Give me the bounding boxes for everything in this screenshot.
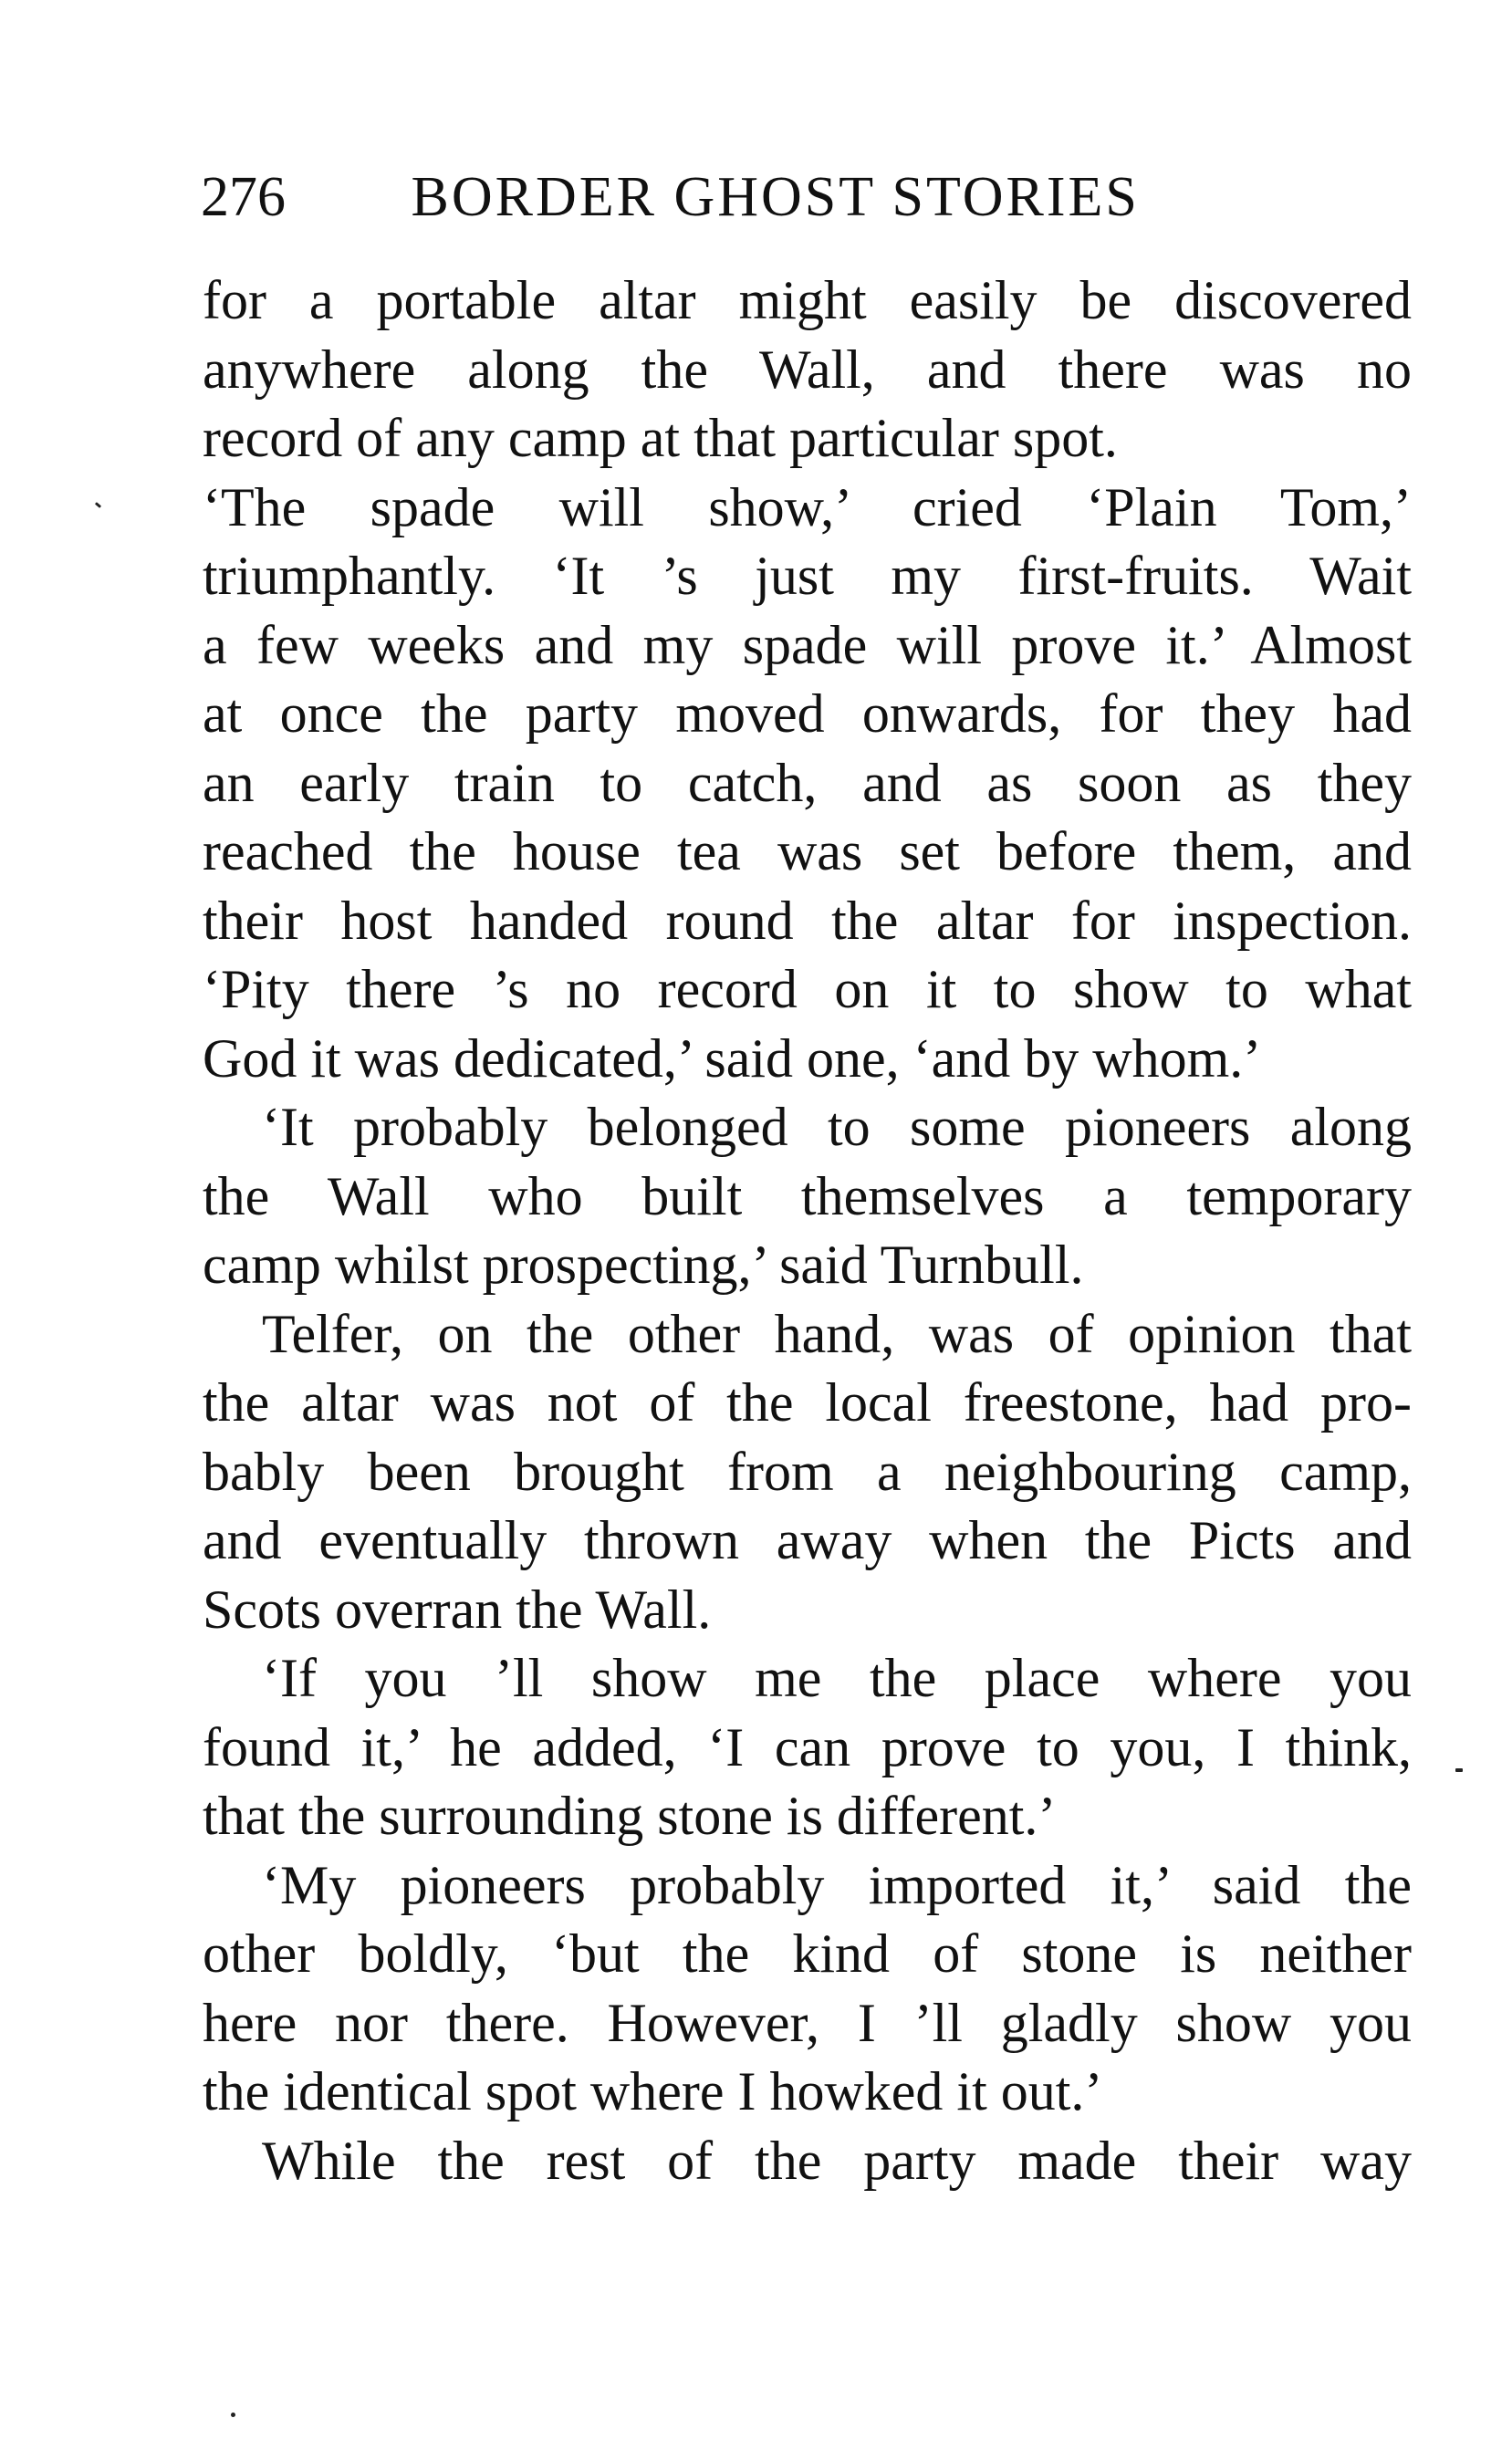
text-line-7: at once the party moved onwards, for they had: [203, 683, 1412, 744]
body-text: [203, 266, 1412, 2195]
text-line-28: While the rest of the party made their way: [262, 2130, 1412, 2191]
text-line-13: ‘It probably belonged to some pioneers along: [262, 1097, 1412, 1157]
text-line-22: found it,’ he added, ‘I can prove to you, I think,: [203, 1716, 1412, 1777]
text-line-21: ‘If you ’ll show me the place where you: [262, 1648, 1412, 1708]
text-line-27: the identical spot where I howked it out.’: [203, 2061, 1103, 2121]
text-line-10: their host handed round the altar for inspection.: [203, 890, 1412, 951]
margin-speck: [95, 502, 101, 508]
text-line-17: the altar was not of the local freestone, had pro-: [203, 1372, 1412, 1433]
text-line-2: anywhere along the Wall, and there was no: [203, 339, 1412, 400]
running-title: BORDER GHOST STORIES: [411, 166, 1140, 228]
text-line-15: camp whilst prospecting,’ said Turnbull.: [203, 1235, 1084, 1295]
text-line-25: other boldly, ‘but the kind of stone is neither: [203, 1923, 1412, 1984]
text-line-6: a few weeks and my spade will prove it.’ Almost: [203, 614, 1412, 675]
text-line-11: ‘Pity there ’s no record on it to show to what: [203, 959, 1412, 1019]
page-header: [201, 161, 1414, 234]
margin-speck: [1455, 1768, 1463, 1772]
text-line-12: God it was dedicated,’ said one, ‘and by whom.’: [203, 1027, 1262, 1089]
text-line-20: Scots overran the Wall.: [203, 1579, 712, 1640]
text-line-18: bably been brought from a neighbouring camp,: [203, 1441, 1412, 1502]
text-line-5: triumphantly. ‘It ’s just my first-fruits. Wait: [203, 546, 1412, 606]
margin-speck: [231, 2413, 235, 2417]
text-line-4: ‘The spade will show,’ cried ‘Plain Tom,’: [203, 476, 1412, 537]
text-line-8: an early train to catch, and as soon as they: [203, 752, 1412, 813]
page-number: 276: [201, 166, 286, 228]
text-line-16: Telfer, on the other hand, was of opinion that: [262, 1303, 1412, 1364]
text-line-1: for a portable altar might easily be discovered: [203, 270, 1412, 330]
text-line-24: ‘My pioneers probably imported it,’ said the: [262, 1854, 1412, 1915]
text-line-23: that the surrounding stone is different.’: [203, 1786, 1057, 1846]
text-line-19: and eventually thrown away when the Picts and: [203, 1510, 1412, 1570]
text-line-26: here nor there. However, I ’ll gladly show you: [203, 1992, 1412, 2053]
text-line-9: reached the house tea was set before them, and: [203, 821, 1412, 881]
text-line-3: record of any camp at that particular spot.: [203, 408, 1118, 468]
text-line-14: the Wall who built themselves a temporary: [203, 1165, 1412, 1226]
